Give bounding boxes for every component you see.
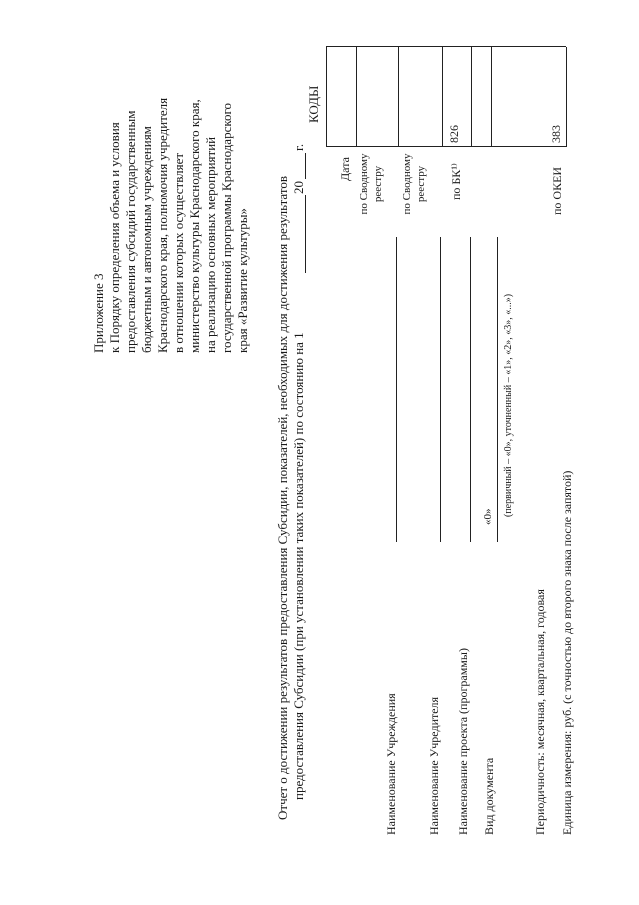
field-doc-type-line[interactable] (497, 237, 498, 542)
codes-table-row-line (326, 47, 327, 147)
field-doc-type-value: «0» (482, 508, 494, 525)
report-title-line1: Отчет о достижении результатов предоставления Субсидии, показателей, необходимых для достижения результатов (275, 175, 290, 820)
field-periodicity: Периодичность: месячная, квартальная, годовая (533, 589, 547, 835)
field-founder-line[interactable] (440, 237, 441, 542)
report-year-suffix: г. (291, 143, 306, 151)
report-year-underline (305, 153, 306, 179)
field-project-line[interactable] (470, 237, 471, 542)
appendix-line: министерство культуры Краснодарского края, (187, 99, 202, 353)
codes-label-registry-2: по Сводному реестру (401, 153, 427, 215)
appendix-line: бюджетным и автономным учреждениям (139, 126, 154, 353)
report-year-prefix: 20 (291, 181, 306, 194)
codes-table-row-line (566, 47, 567, 147)
field-unit: Единица измерения: руб. (с точностью до второго знака после запятой) (560, 470, 574, 835)
codes-label-registry-1a (357, 153, 385, 215)
report-title-line2: предоставления Субсидии (при установлении таких показателей) по состоянию на 1 (291, 332, 306, 800)
codes-table-row-line (442, 47, 443, 147)
codes-value-okei: 383 (549, 125, 563, 143)
appendix-line: предоставления субсидий государственным (123, 110, 138, 353)
field-project-label: Наименование проекта (программы) (456, 648, 470, 835)
field-institution-line[interactable] (396, 237, 397, 542)
codes-label-registry-2a (400, 153, 428, 215)
codes-table-row-line (471, 47, 472, 147)
appendix-line: государственной программы Краснодарского (219, 102, 234, 353)
appendix-line: края «Развитие культуры» (235, 208, 250, 353)
appendix-line: Краснодарского края, полномочия учредителя (155, 97, 170, 353)
field-doc-type-label: Вид документа (482, 757, 496, 835)
appendix-line: на реализацию основных мероприятий (203, 136, 218, 353)
codes-label-okei: по ОКЕИ (550, 166, 564, 215)
field-institution-label: Наименование Учреждения (384, 693, 398, 835)
codes-table-row-line (356, 47, 357, 147)
codes-table-left-border (326, 146, 566, 147)
codes-label-registry-1: по Сводному реестру (358, 153, 384, 215)
report-date-underline (305, 195, 306, 273)
field-doc-type-hint: (первичный – «0», уточненный – «1», «2», «3», «...») (503, 293, 514, 517)
appendix-line: в отношении которых осуществляет (171, 152, 186, 353)
appendix-line: к Порядку определения объема и условия (107, 122, 122, 353)
codes-table (326, 47, 566, 147)
codes-label-bk: по БК¹⁾ (449, 163, 463, 200)
appendix-block (0, 0, 250, 905)
codes-table-row-line (398, 47, 399, 147)
codes-table-right-border (326, 46, 566, 47)
codes-table-row-line (491, 47, 492, 147)
field-founder-label: Наименование Учредителя (427, 696, 441, 835)
codes-value-bk: 826 (447, 125, 461, 143)
appendix-line: Приложение 3 (91, 273, 106, 353)
codes-header: КОДЫ (306, 85, 321, 123)
codes-label-date: Дата (338, 157, 352, 181)
